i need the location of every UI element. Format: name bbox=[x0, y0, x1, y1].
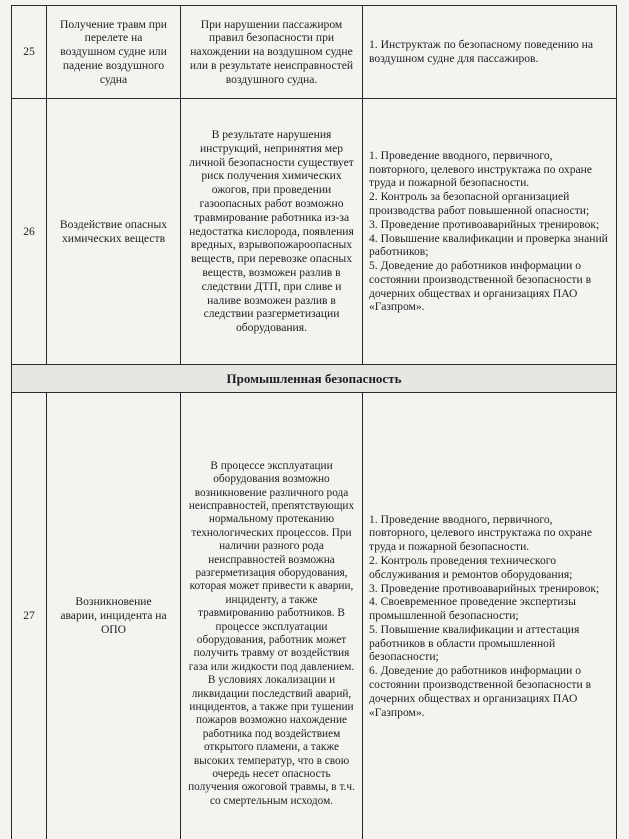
measure-item: 6. Доведение до работников информации о состоянии производственной безопасности в дочерних обществах и организациях ПАО «Газпром». bbox=[369, 664, 592, 719]
measure-item: 2. Контроль проведения технического обслуживания и ремонтов оборудования; bbox=[369, 553, 573, 581]
cause-cell: В результате нарушения инструкций, непринятия мер личной безопасности существует риск получения химических ожогов, при проведении газоопасных работ возможно травмирование работника из-за недостатка кислорода, появления вредных, взрывопожароопасных веществ, при перевозке опасных веществ, возможен разлив в следствии ДТП, при сливе и наливе возможен разлив в следствии разгерметизации оборудования. bbox=[189, 128, 354, 335]
hazard-cell: Получение травм при перелете на воздушном судне или падение воздушного судна bbox=[60, 17, 167, 86]
measure-item: 3. Проведение противоаварийных тренировок; bbox=[369, 581, 600, 595]
measure-item: 5. Доведение до работников информации о состоянии производственной безопасности в дочерних обществах и организациях ПАО «Газпром». bbox=[369, 259, 592, 314]
measure-item: 3. Проведение противоаварийных тренировок; bbox=[369, 217, 600, 231]
row-number: 25 bbox=[23, 45, 35, 59]
measure-item: 2. Контроль за безопасной организацией производства работ повышенной опасности; bbox=[369, 190, 590, 217]
measures-cell bbox=[363, 393, 616, 839]
hazard-cell: Воздействие опасных химических веществ bbox=[59, 217, 168, 245]
table-border bbox=[616, 5, 617, 839]
measures-list bbox=[369, 38, 610, 66]
row-number: 27 bbox=[23, 609, 35, 623]
measure-item: 4. Своевременное проведение экспертизы промышленной безопасности; bbox=[369, 595, 576, 623]
section-title: Промышленная безопасность bbox=[12, 365, 616, 392]
measure-item: 1. Проведение вводного, первичного, повторного, целевого инструктажа по охране труда и пожарной безопасности. bbox=[369, 512, 592, 554]
measure-item: 4. Повышение квалификации и проверка знаний работников; bbox=[369, 231, 608, 259]
measure-item: 1. Инструктаж по безопасному поведению на воздушном судне для пассажиров. bbox=[369, 38, 594, 65]
cause-cell: При нарушении пассажиром правил безопасности при нахождении на воздушном судне или в результате неисправностей воздушного судна. bbox=[189, 17, 354, 86]
measures-cell bbox=[363, 99, 616, 364]
hazard-cell: Возникновение аварии, инцидента на ОПО bbox=[60, 595, 167, 636]
measures-list bbox=[369, 149, 610, 315]
measures-list bbox=[369, 513, 610, 720]
measure-item: 1. Проведение вводного, первичного, повторного, целевого инструктажа по охране труда и пожарной безопасности. bbox=[369, 148, 592, 190]
row-number: 26 bbox=[23, 224, 35, 238]
cause-cell: В процессе эксплуатации оборудования возможно возникновение различного рода неисправностей, препятствующих нормальному протеканию технологических процессов. При наличии разного рода неисправностей возможна разгерметизация оборудования, которая может привести к аварии, инциденту, а также травмированию работников. В процессе эксплуатации оборудования, работник может получить травму от воздействия газа или жидкости под давлением. В условиях локализации и ликвидации последствий аварий, инцидентов, а также при тушении пожаров возможно нахождение работника под воздействием открытого пламени, а также высоких температур, что в свою очередь несет опасность получения ожоговой травмы, в т.ч. со смертельным исходом. bbox=[188, 459, 355, 807]
measures-cell bbox=[363, 6, 616, 98]
measure-item: 5. Повышение квалификации и аттестация работников в области промышленной безопасности; bbox=[369, 622, 580, 664]
